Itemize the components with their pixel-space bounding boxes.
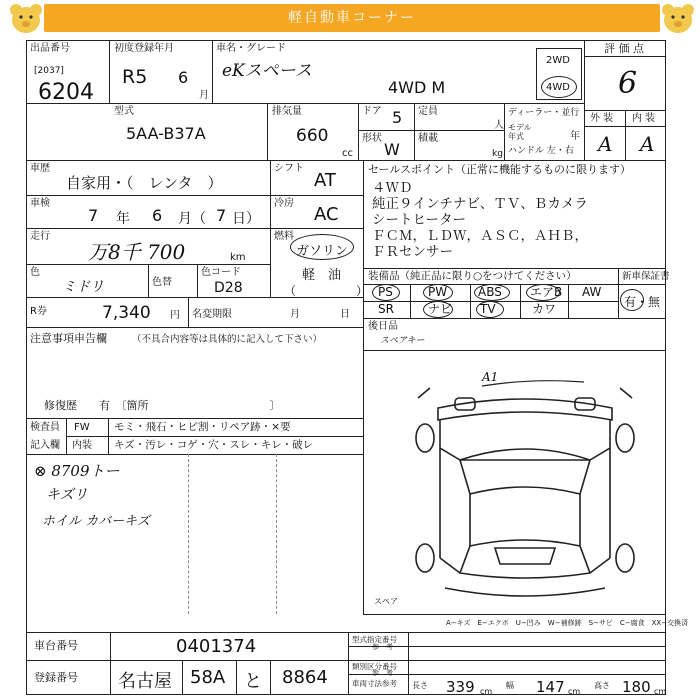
model-value: 5AA-B37A	[126, 124, 206, 143]
drive-4wd: 4WD	[546, 82, 570, 93]
color-code: D28	[214, 280, 243, 296]
cert-label: 型式指定番号	[352, 635, 397, 644]
notes-sub: （不具合内容等は具体的に記入して下さい）	[132, 334, 323, 345]
inspection-day-unit: 日）	[232, 211, 260, 227]
ext-label: 外 装	[590, 113, 614, 124]
equip-ps-circle	[372, 284, 400, 301]
item-code: [2037]	[34, 66, 64, 76]
dealer-year-label: 年式	[508, 132, 524, 141]
length-unit: cm	[480, 687, 493, 696]
car-grade: 4WD M	[388, 78, 446, 97]
inspection-label: 車検	[30, 198, 50, 209]
warranty-label: 新車保証書	[622, 271, 670, 282]
expire-label: 名変期限	[192, 309, 232, 320]
notes-label: 注意事項申告欄	[30, 332, 107, 345]
sales-line-2: 純正９インチナビ、ＴＶ、Ｂカメラ	[372, 196, 588, 212]
length-label: 長さ	[412, 681, 428, 690]
equip-abs: ABS	[478, 285, 502, 299]
ext-grade: A	[598, 132, 613, 156]
registration-label: 登録番号	[34, 671, 78, 684]
recycle-label: R券	[30, 306, 47, 317]
height-value: 180	[622, 678, 651, 696]
doors-label: ドア	[362, 106, 382, 117]
bear-mascot-left-icon	[4, 2, 48, 36]
bear-mascot-right-icon	[656, 2, 700, 36]
capacity-unit: 人	[494, 120, 504, 131]
handwritten-line1: ⊗ 8709トー	[34, 462, 120, 480]
handwritten-line3: ホイル カバーキズ	[42, 514, 150, 529]
color-value: ミドリ	[62, 279, 104, 295]
history-label: 車歴	[30, 163, 50, 174]
sales-line-3: シートヒーター	[372, 212, 466, 228]
recycle-value: 7,340	[102, 303, 151, 323]
equip-pw-circle	[423, 284, 453, 301]
equipment-label: 装備品（純正品に限り○をつけてください）	[368, 270, 577, 282]
ac-value: AC	[314, 204, 339, 225]
displacement-unit: cc	[342, 148, 353, 159]
item-number-label: 出品番号	[30, 43, 70, 54]
equip-airbag-circle	[526, 284, 563, 301]
sales-lines	[372, 180, 588, 260]
equip-airbag: エアB	[530, 285, 563, 299]
cert-ref: 参 考	[372, 643, 393, 651]
inspector-label2: 記入欄	[30, 440, 60, 451]
registration-city: 名古屋	[118, 671, 172, 692]
sales-line-4: ＦＣＭ，ＬＤＷ，ＡＳＣ，ＡＨＢ，	[372, 228, 588, 244]
expire-day-unit: 日	[340, 309, 350, 320]
equip-abs-circle	[474, 284, 510, 301]
inspection-day: 7	[216, 206, 227, 225]
doors-value: 5	[392, 108, 403, 127]
ac-label: 冷房	[274, 198, 294, 209]
header-banner	[44, 4, 660, 32]
equip-aw: AW	[582, 285, 602, 299]
int-check-label: 内装	[72, 440, 92, 451]
height-unit: cm	[654, 687, 667, 696]
registration-kana: と	[244, 671, 262, 692]
dims-label: 車両寸法参考	[352, 679, 397, 688]
dealer-label: ディーラー・並行	[508, 108, 580, 118]
inspection-year: 7	[88, 206, 99, 225]
registration-number: 8864	[282, 667, 328, 688]
dealer-year-unit: 年	[570, 131, 580, 142]
drive-4wd-circle	[541, 76, 577, 98]
fuel-paren: （ ）	[284, 284, 369, 298]
height-label: 高さ	[594, 681, 610, 690]
equip-navi-circle	[423, 301, 453, 318]
warranty-yes-circle	[620, 289, 644, 311]
inspection-month-unit: 月（	[178, 211, 206, 227]
fuel-gas: ガソリン	[296, 244, 349, 259]
color-label: 色	[30, 267, 40, 278]
width-unit: cm	[568, 687, 581, 696]
score-value: 6	[618, 66, 638, 101]
int-grade: A	[640, 132, 655, 156]
load-label: 積載	[418, 133, 438, 144]
chassis-label: 車台番号	[34, 639, 78, 652]
dealer-handle: ハンドル 左・右	[508, 146, 574, 156]
model-label: 型式	[114, 106, 134, 117]
sales-label: セールスポイント（正常に機能するものに限ります）	[368, 163, 632, 176]
history-value: 自家用・（ レンタ ）	[66, 174, 223, 192]
handwritten-line2: キズリ	[46, 487, 88, 503]
class-ref: 参 考	[372, 669, 393, 677]
equip-navi: ナビ	[428, 302, 453, 316]
mileage-label: 走行	[30, 231, 50, 242]
fuel-label: 燃料	[274, 231, 294, 242]
equip-tv-circle	[476, 301, 504, 318]
sales-line-1: ４ＷＤ	[372, 180, 413, 196]
mileage-unit: km	[230, 252, 246, 263]
equip-ps: PS	[378, 285, 393, 299]
first-reg-era: R5	[122, 66, 148, 88]
sales-line-5: ＦＲセンサー	[372, 244, 453, 260]
width-value: 147	[536, 678, 565, 696]
length-value: 339	[446, 678, 475, 696]
fuel-gas-circle	[290, 234, 354, 260]
inspection-year-unit: 年	[116, 211, 130, 227]
first-reg-label: 初度登録年月	[114, 43, 174, 54]
displacement-label: 排気量	[272, 106, 302, 117]
postfit-label: 後日品	[368, 321, 398, 332]
car-damage-diagram	[400, 368, 650, 618]
dealer-model-label: モデル	[508, 123, 532, 132]
car-name-label: 車名・グレード	[216, 43, 286, 54]
damage-legend: A−キズ E−エクボ U−凹み W−補修跡 S−サビ C−腐食 XX−交換済	[446, 619, 689, 627]
banner-title: 軽自動車コーナー	[288, 10, 416, 26]
equip-sr: SR	[378, 302, 394, 316]
spare-label: スペア	[374, 597, 398, 606]
item-number: 6204	[38, 80, 94, 105]
registration-class: 58A	[190, 667, 226, 688]
repair-history: 修復歴 有 〔箇所 〕	[44, 399, 281, 412]
fuel-diesel: 軽 油	[302, 268, 342, 283]
fw-items: モミ・飛石・ヒビ割・リペア跡・×要	[114, 421, 291, 433]
warranty-value: 有・無	[624, 295, 661, 309]
mileage-value: 万8千 700	[88, 240, 186, 264]
drive-2wd: 2WD	[546, 55, 570, 66]
fw-label: FW	[74, 422, 90, 433]
postfit-value: スペアキー	[380, 336, 425, 346]
damage-mark-a1: A1	[482, 370, 499, 384]
int-label: 内 装	[632, 113, 656, 124]
score-label: 評 価 点	[604, 42, 644, 55]
first-reg-month: 6	[178, 68, 189, 87]
class-label: 類別区分番号	[352, 662, 397, 671]
shape-value: W	[384, 140, 400, 159]
recycle-unit: 円	[170, 310, 180, 321]
equip-leather: カワ	[532, 302, 557, 316]
equip-pw: PW	[428, 285, 448, 299]
inspector-label1: 検査員	[30, 422, 60, 433]
first-reg-month-unit: 月	[199, 90, 209, 101]
car-name: eKスペース	[222, 61, 312, 81]
damage-mark-line	[478, 376, 588, 390]
shape-label: 形状	[362, 133, 382, 144]
equip-tv: TV	[480, 302, 496, 316]
capacity-label: 定員	[418, 106, 438, 117]
color-tone-label: 色替	[152, 277, 172, 288]
expire-month-unit: 月	[290, 309, 300, 320]
load-unit: kg	[492, 149, 503, 159]
width-label: 幅	[506, 681, 514, 690]
color-code-label: 色コード	[201, 267, 241, 278]
inspection-month: 6	[152, 206, 163, 225]
shift-label: シフト	[274, 163, 304, 174]
chassis-value: 0401374	[176, 636, 257, 657]
displacement-value: 660	[296, 126, 329, 146]
shift-value: AT	[314, 170, 336, 191]
int-check-items: キズ・汚レ・コゲ・穴・スレ・キレ・破レ	[114, 439, 314, 451]
